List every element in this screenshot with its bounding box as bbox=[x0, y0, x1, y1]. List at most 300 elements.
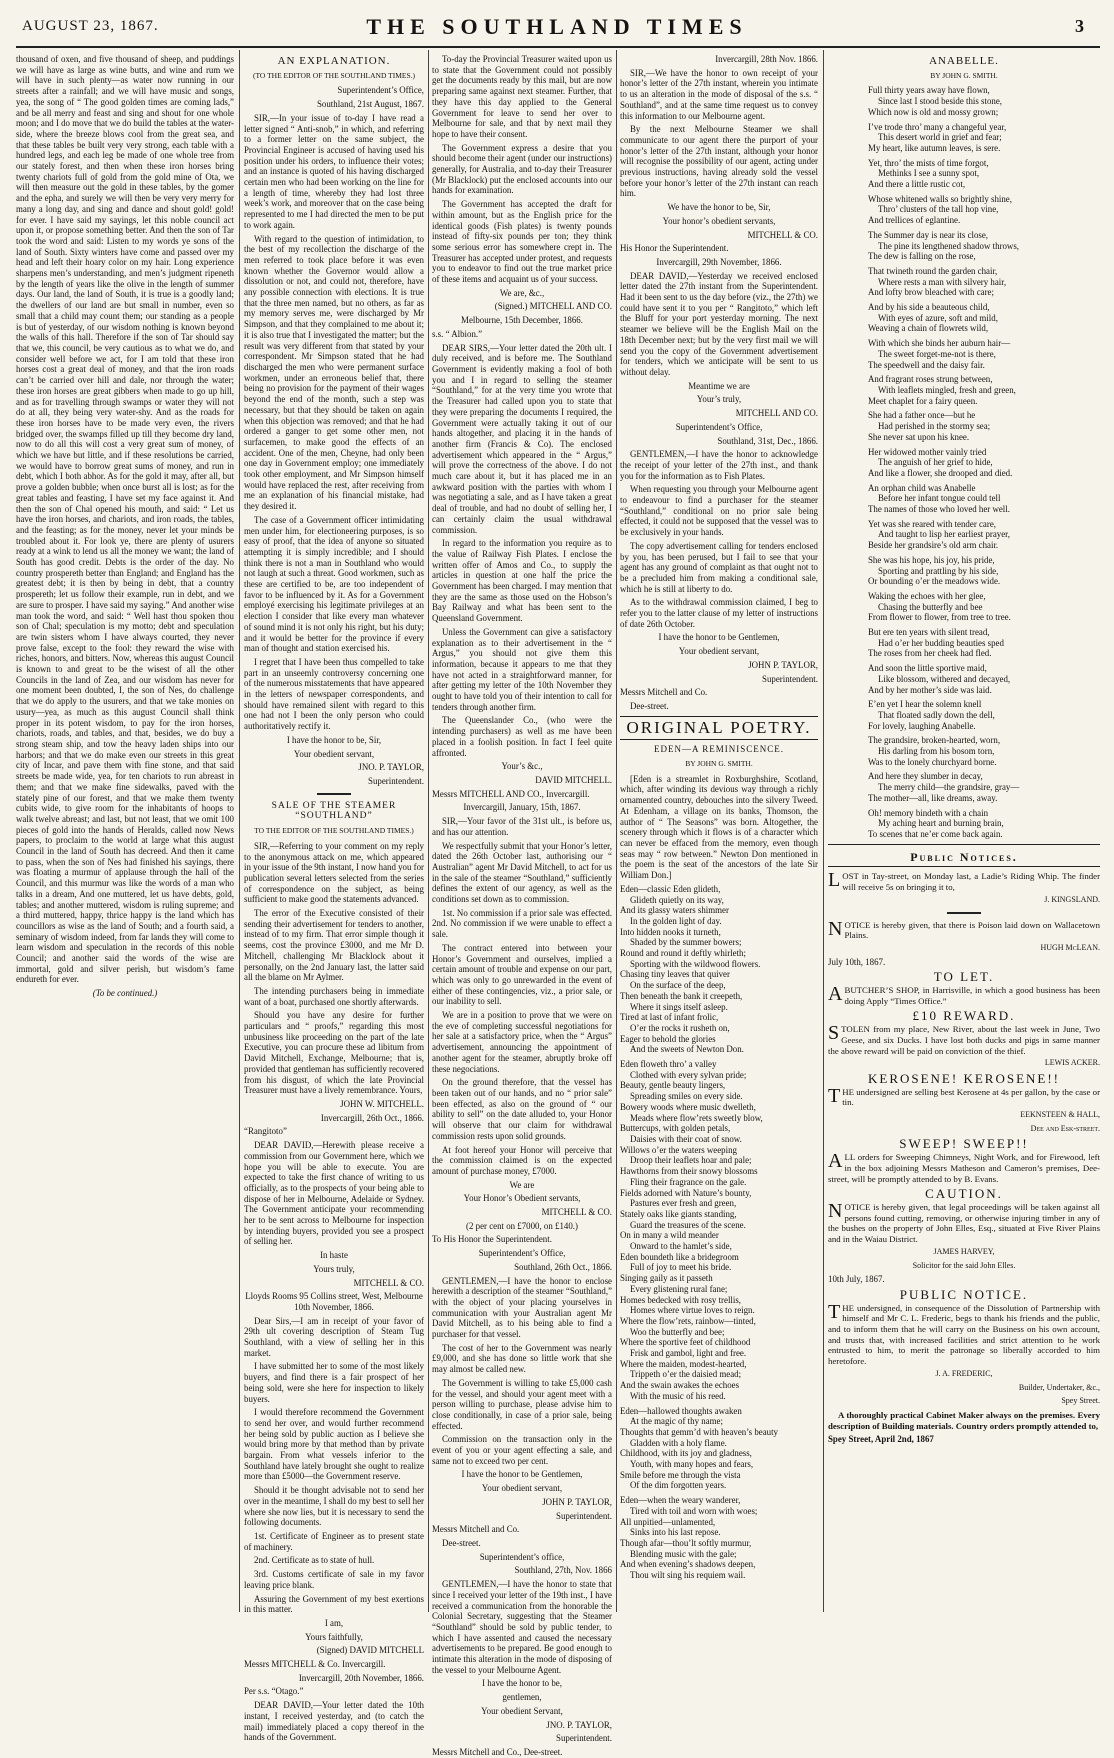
poem-stanza bbox=[868, 122, 1100, 154]
signature-title: Superintendent. bbox=[368, 776, 424, 786]
paragraph: I regret that I have been thus compelled to take part in an unseemly controversy concerning one of the numerous misstatements that have appeared in the letters of newspaper correspondents, and should have remained silent with regard to this one had not I been the only person who could authoritatively rectify it. bbox=[244, 656, 424, 732]
poem-line: My aching heart and burning brain, bbox=[878, 818, 1004, 829]
poem-line: Shaded by the summer bowers; bbox=[630, 937, 742, 948]
closing: Yours truly, bbox=[313, 1263, 355, 1274]
poem-author: BY JOHN G. SMITH. bbox=[685, 759, 753, 769]
addressee: Messrs MITCHELL & Co. Invercargill. bbox=[244, 1659, 386, 1670]
closing: We are, &c., bbox=[499, 287, 545, 298]
poem-note: [Eden is a streamlet in Roxburghshire, Scotland, which, after winding its devious way through a richly ornamented country, debouches into the silvery Tweed. At Edenham, a village on its banks, Thomson, the author of “ The Seasons” was born. Altogether, the scenery through which it flows is of a character which can never be effaced from the memory, even though seas may “ row between.” Newton Don mentioned in the poem is the seat of the ancestors of the late Sir William Don.] bbox=[620, 773, 818, 881]
paragraph: The error of the Executive consisted of their sending their advertisement for tenders to another, instead of to my firm. That error simple though it seems, cost the province £3000, and me Mr D. Mitchell, challenging Mr Blacklock about it personally, on the 2nd January last, the latter said all the blame on Mr Aylmer. bbox=[244, 908, 424, 983]
closing: Your obedient servant, bbox=[481, 1483, 563, 1494]
poem-line: Of the dim forgotten years. bbox=[630, 1480, 727, 1491]
poem-line: And the swain awakes the echoes bbox=[620, 1380, 740, 1391]
poem-line: The anguish of her grief to hide, bbox=[878, 457, 993, 468]
poem-line: Though afar—thou’lt softly murmur, bbox=[620, 1538, 752, 1548]
poem-line: At the magic of thy name; bbox=[630, 1416, 723, 1427]
closing: Your honor’s obedient servants, bbox=[662, 215, 776, 226]
poem-line: And like a flower, she drooped and died. bbox=[868, 467, 1013, 478]
poem-line: That twineth round the garden chair, bbox=[868, 265, 998, 276]
poem-line: Where it sings itself asleep. bbox=[630, 1001, 728, 1012]
poem-line: Homes bedecked with rosy trellis, bbox=[620, 1294, 742, 1305]
signature: (Signed) DAVID MITCHELL bbox=[316, 1645, 424, 1656]
poem-line: Beauty, gentle beauty lingers, bbox=[620, 1080, 726, 1091]
poem-line: Eager to behold the glories bbox=[620, 1033, 716, 1044]
poem-stanza bbox=[620, 1495, 818, 1581]
poem-line: Tired with toil and worn with woes; bbox=[630, 1505, 758, 1516]
poem-line: For lovely, laughing Anabelle. bbox=[868, 720, 976, 731]
poem-line: The names of those who loved her well. bbox=[868, 504, 1010, 515]
poem-line: Frisk and gambol, light and free. bbox=[630, 1348, 747, 1359]
poem-stanza bbox=[868, 338, 1100, 370]
poem-line: And soon the little sportive maid, bbox=[868, 663, 987, 674]
poem-line: And there a little rustic cot, bbox=[868, 179, 966, 190]
column-4 bbox=[620, 54, 818, 1609]
poem-line: And trellices of eglantine. bbox=[868, 215, 961, 226]
column-divider bbox=[428, 50, 429, 1612]
poem-line: Where the sportive feet of childhood bbox=[620, 1337, 751, 1348]
letter-date: Invercargill, 20th November, 1866. bbox=[298, 1672, 424, 1683]
letter-date: Lloyds Rooms 95 Collins street, West, Melbourne 10th November, 1866. bbox=[245, 1291, 423, 1312]
paragraph: As to the withdrawal commission claimed, I beg to refer you to the latter clause of my letter of instructions of date 26th October. bbox=[620, 597, 818, 629]
serial-story-text: thousand of oxen, and five thousand of sheep, and puddings we will have as large as wine butts, and wine and rum we will have in such plenty—as water now running in our streets after a rainfall; and we will have music and songs, yea, the song of “ The good golden times are coming lads,” and be all merry and feast and sing and shout for one whole moon; and I do move that we do build the tables at the water-side, where the breeze blows cool from the great sea, and that these tables be built very very strong, each table with a hundred legs, and each leg be made of one whole tree from our stately forest, and then when these iron horses bring twenty chariots full of gold from the gold mine of Ota, we will then measure out the gold in these tables, by the gomer and the epha, and surely we will then be very very merry for many a long day, and sing and dance and shout gold! gold! for ever. I have said my sayings, let this noble council act upon it, or propose something better. And then the son of Tar took the word and said: Listen to my words ye sons of the land of South. Sixty winters have come and passed over my head and left their hoary color on my hair. Long experience sharpens men’s understanding, and men’s judgment ripeneth by the length of years like the olive in the length of summer days. Our land, the land of South, it is true is a goodly land; the dwellers of our land are but small in number, even so small that a child may count them; our standing as a people is but of yesterday, of our wisdom nothing is known beyond the walls of this hall. Therefore if the son of Tar should say that we, this council, be very cautious as to what we do, and consider well before we act, for I am told that these iron horses cost a great deal of money, and that the iron roads can’t be carried over hill and dale, nor through the water; these iron horses are great gibbers when made to go up hill, and as for travelling through swamps or water they will not do at all, they being very water-shy. And as the roads for these iron horses have to be made very even, the rivers bridged over, the swamps filled up till they become dry land, now to do all this will cost a very great sum of money, of which we have but little, and if these resolutions be carried, we would have to borrow great sums of money, and run in debt, which I both abhor. As for the gold it may, after all, but prove a golden bubble; when once burst all is lost; as for the great tables and feasting, I have set my face against it. And then the son of Chal opened his mouth, and said: “ Let us have the iron horses, and chariots, and iron roads, the tables, and the feasting; as for the money, never let your minds be troubled about it. For look ye, there are plenty of usurers ready at a wink to lend us all the money we want; the land of South has good credit. Debts is the order of the day. No country prospereth better than England; and England has the greatest debt; it is then by being in debt, that a country prospereth; let us follow their example, run in debt, and we are sure to prosper. I have said my saying.” And another wise man took the word, and said: “ Well hast thou spoken thou son of Chal; speculation is my motto; debt and speculation are twin sisters whom I have always courted, they never prove false, except to the fool: they reward the wise with riches, honors, and bitters. Now, whereas this august Council is known to and great to be the wisest of all the other Councils in the land of Zea, and our wisdom has never for one moment been doubted, I, the son of Nes, do challenge that we do apply to the usurers, and that we take monies on usury—yea, as much as this august Council shall think proper in its potent wisdom, to pay for the iron horses, chariots, roads, and tables, and that, besides, we do buy a strong steam ship, and tow the heavy laden ships into our harbors; and that we do make even our streets in this great city of Incar, and pave them with fine stone, and that said streets be made wide, yea, for ten chariots to run abreast in them; and that we make fine sidewalks, paved with the stately pine of our forest, and that we make them twenty cubits wide, to give room for the inhabitants of hoops to walk twelve abreast; and last, but not least, that we omit 100 pieces of gold into the hands of Heralds, called now News papers, to proclaim to the world at large what this august Council in the land of South has decreed. And then it came to pass, when the son of Nes had finished his sayings, there was floating a murmur of applause through the hall of the Council, and this murmur was like the words of a man who talks in a dream, And one muttered, let us have debts, gold, tables; and another muttered, wisdom is ruling supreme; and a third muttered, happy, thrice happy is the land which has councillors as wise as the land of South; and a fourth said, a seminary of wisdom indeed, from far lands they will come to learn wisdom and speculation in the records of this noble Council; and another said the words of the wise are immortal, gold and silver perish, but wisdom’s fame endureth for ever. bbox=[16, 54, 234, 985]
paragraph: The Government has accepted the draft for within amount, but as the English price for the identical goods (Fish plates) is twenty pounds instead of fifty-six pounds per ton; they think some serious error has somewhere crept in. The Treasurer has accepted under protest, and requests you to endeavor to find out the true market price of these items and acquaint us of your success. bbox=[432, 199, 612, 285]
poem-line: Her widowed mother vainly tried bbox=[868, 446, 987, 457]
poem-stanza bbox=[868, 591, 1100, 623]
office-line: Superintendent’s office, bbox=[479, 1551, 565, 1562]
poem-line: The merry child—the grandsire, gray— bbox=[878, 782, 1020, 793]
poem-line: And by his side a beauteous child, bbox=[868, 302, 990, 313]
to-editor-line: TO THE EDITOR OF THE SOUTHLAND TIMES.) bbox=[254, 826, 414, 836]
poem-stanza bbox=[620, 1059, 818, 1402]
paragraph: Unless the Government can give a satisfactory explanation as to their advertisement in the “ Argus,” you should not give them this information, because it appears to me that they have not acted in a straightforward manner, for after getting my letter of the 10th November they ought to have told you of their intention to call for tenders through another firm. bbox=[432, 626, 612, 712]
poem-line: The speedwell and the daisy fair. bbox=[868, 359, 985, 370]
addressee: Messrs Mitchell and Co., Dee-street. bbox=[432, 1746, 563, 1757]
notice-footer: A thoroughly practical Cabinet Maker always on the premises. Every description of Building materials. Country orders promptly attended to, bbox=[828, 1409, 1100, 1431]
letter-date: Invercargill, 29th November, 1866. bbox=[656, 256, 782, 267]
signature-title: Superintendent. bbox=[762, 673, 818, 684]
poem-line: Thoughts that gemm’d with heaven’s beauty bbox=[620, 1426, 778, 1437]
closing: Yours faithfully, bbox=[305, 1631, 363, 1642]
signature: DAVID MITCHELL. bbox=[535, 775, 612, 785]
paragraph: At foot hereof your Honor will perceive that the commission claimed is on the expected amount of purchase money, £7000. bbox=[432, 1144, 612, 1176]
signature-title: Superintendent. bbox=[556, 1733, 612, 1744]
closing: I have the honor to be Gentlemen, bbox=[461, 1469, 583, 1480]
issue-date: AUGUST 23, 1867. bbox=[22, 18, 159, 34]
poem-line: Sporting with the wildwood flowers. bbox=[630, 958, 761, 969]
poem-body bbox=[620, 884, 818, 1581]
paragraph: The Government express a desire that you should become their agent (under our instructions) generally, for Australia, and to-day their Treasurer (Mr Blacklock) put the enclosed accounts into our hands for examination. bbox=[432, 142, 612, 196]
poem-line: Was to the lonely churchyard borne. bbox=[868, 756, 997, 767]
addressee: Dee-street. bbox=[442, 1538, 481, 1548]
column-divider bbox=[239, 50, 240, 1612]
signature: JNO. P. TAYLOR, bbox=[546, 1719, 612, 1730]
paragraph: SIR,—Your favor of the 31st ult., is before us, and has our attention. bbox=[432, 816, 612, 837]
addressee: To His Honor the Superintendent. bbox=[432, 1234, 552, 1245]
poem-line: Gladden with a holy flame. bbox=[630, 1437, 727, 1448]
paragraph: The case of a Government officer intimidating men under him, for electioneering purposes, is so easy of proof, that the idea of anyone so situated attempting it is simply incredible; and I should think there is not a man in Southland who would not laugh at such a threat. Good workmen, such as these are certified to be, are too independent of favor to be influenced by it. As for a Government employé exercising his legitimate privileges at an election I consider that like every man whatever of sound mind it is not only his right, but his duty; and it would be better for the province if every man of thought and station exercised his. bbox=[244, 514, 424, 654]
poem-title: EDEN—A REMINISCENCE. bbox=[654, 744, 784, 755]
paragraph: The intending purchasers being in immediate want of a boat, purchased one shortly afterwards. bbox=[244, 985, 424, 1007]
closing: gentlemen, bbox=[502, 1692, 542, 1703]
poem-line: Glideth quietly on its way, bbox=[630, 894, 724, 905]
poem-line: Yet was she reared with tender care, bbox=[868, 518, 996, 529]
notice-kerosene: THE undersigned are selling best Kerosene at 4s per gallon, by the case or tin. bbox=[828, 1084, 1100, 1108]
poem-line: Then beneath the bank it creepeth, bbox=[620, 990, 743, 1001]
poem-line: O’er the rocks it rusheth on, bbox=[630, 1022, 730, 1033]
poem-line: E’en yet I hear the solemn knell bbox=[868, 699, 982, 710]
section-heading-box bbox=[828, 844, 1100, 868]
poem-line: Where the maiden, modest-hearted, bbox=[620, 1358, 747, 1369]
poem-line: Clothed with every sylvan pride; bbox=[630, 1069, 747, 1080]
poem-line: Youth, with many hopes and fears, bbox=[630, 1459, 754, 1470]
notice-heading: £10 REWARD. bbox=[912, 1008, 1016, 1024]
poem-line: Buttercups, with golden petals, bbox=[620, 1123, 731, 1134]
poem-line: Since last I stood beside this stone, bbox=[878, 96, 1002, 107]
poem-title: ANABELLE. bbox=[929, 55, 999, 67]
poem-line: Woo the butterfly and bee; bbox=[630, 1326, 725, 1337]
poem-line: In the golden light of day. bbox=[630, 915, 722, 926]
signature: MITCHELL & CO. bbox=[541, 1207, 612, 1218]
poem-line: Fling their fragrance on the gale. bbox=[630, 1176, 747, 1187]
poem-line: The roses from her cheek had fled. bbox=[868, 648, 992, 659]
signature: JOHN W. MITCHELL. bbox=[340, 1098, 424, 1109]
poem-stanza bbox=[868, 158, 1100, 190]
poem-line: Smile before me through the vista bbox=[620, 1469, 741, 1480]
closing: Your obedient servant, bbox=[293, 748, 375, 759]
poem-stanza bbox=[868, 627, 1100, 659]
poem-line: This desert world in grief and fear; bbox=[878, 132, 1002, 143]
section-divider bbox=[317, 793, 351, 795]
poem-line: Full thirty years away have flown, bbox=[868, 85, 990, 96]
poem-line: Which now is old and mossy grown; bbox=[868, 106, 999, 117]
notice-signature: EEKNSTEEN & HALL, bbox=[1020, 1110, 1100, 1120]
paragraph: DEAR DAVID,—Herewith please receive a commission from our Government here, which we hope you will be able to execute. You are expected to take the first chance of writing to us officially, as to the prospects of your being able to dispose of her in Melbourne, Adelaide or Sydney. The Government anticipate your recommending her to be sent across to Melbourne for inspection by intending buyers, provided you see a prospect of selling her. bbox=[244, 1140, 424, 1247]
notice-signature: LEWIS ACKER. bbox=[1044, 1058, 1100, 1068]
poem-line: Meet chaplet for a fairy queen. bbox=[868, 395, 978, 406]
notice-signature: J. A. FREDERIC, bbox=[935, 1368, 993, 1378]
notice-sweep: ALL orders for Sweeping Chimneys, Night Work, and for Firewood, left in the box adjoining Messrs Matheson and Cameron’s premises, Dee-street, will be promptly attended to by B. Evans. bbox=[828, 1150, 1100, 1184]
poem-line: Eden—when the weary wanderer, bbox=[620, 1495, 741, 1506]
column-1 bbox=[16, 54, 234, 1609]
signature-title: Superintendent. bbox=[556, 1510, 612, 1521]
masthead bbox=[0, 0, 1114, 58]
office-line: Superintendent’s Office, bbox=[337, 85, 424, 96]
poem-stanza bbox=[868, 735, 1100, 767]
poem-line: Like blossom, withered and decayed, bbox=[878, 673, 1011, 684]
closing: Your’s truly, bbox=[696, 394, 742, 405]
paragraph: When requesting you through your Melbourne agent to endeavour to find a purchaser for the steamer “Southland,” conditional on no prior sale being effected, it could not be supposed that the vessel was to be exclusively in your hands. bbox=[620, 484, 818, 538]
poem-line: Guard the treasures of the scene. bbox=[630, 1219, 746, 1230]
poem-stanza bbox=[868, 519, 1100, 551]
poem-line: Thro’ clusters of the tall hop vine, bbox=[878, 204, 999, 215]
poem-line: Had o’er her budding beauties sped bbox=[878, 637, 1004, 648]
notice-signature: HUGH McLEAN. bbox=[1040, 942, 1100, 952]
poem-line: With the music of his reed. bbox=[630, 1390, 726, 1401]
poem-line: The mother—all, like dreams, away. bbox=[868, 792, 998, 803]
poem-line: She was his hope, his joy, his pride, bbox=[868, 554, 995, 565]
notice-address: Dee and Esk-street. bbox=[1030, 1123, 1100, 1133]
poem-line: Eden boundeth like a bridegroom bbox=[620, 1251, 739, 1262]
poem-line: And lofty brow bleached with care; bbox=[868, 287, 994, 298]
poem-line: The dew is falling on the rose, bbox=[868, 251, 976, 262]
poem-line: With leaflets mingled, fresh and green, bbox=[878, 384, 1016, 395]
office-date: Southland, 31st, Dec., 1866. bbox=[717, 435, 818, 446]
notice-heading: KEROSENE! KEROSENE!! bbox=[867, 1070, 1060, 1086]
section-heading-box bbox=[620, 716, 818, 741]
poem-line: Pastures ever fresh and green, bbox=[630, 1198, 737, 1209]
closing: I have the honor to be, Sir, bbox=[286, 734, 382, 745]
paragraph: The copy advertisement calling for tenders enclosed by you, has been perused, but I fail to see that your agent has any ground of complaint as that ought not to be a precluded him from making a conditional sale, which he is still at liberty to do. bbox=[620, 540, 818, 594]
signature: JOHN P. TAYLOR, bbox=[748, 659, 818, 670]
closing: I have the honor to be Gentlemen, bbox=[658, 632, 780, 643]
addressee: Messrs Mitchell and Co. bbox=[432, 1524, 520, 1535]
ship-name: s.s. “ Albion.” bbox=[432, 328, 483, 339]
poem-line: Sporting and prattling by his side, bbox=[878, 565, 999, 576]
poem-line: Willows o’er the waters weeping bbox=[620, 1144, 737, 1155]
newspaper-title: THE SOUTHLAND TIMES bbox=[366, 14, 748, 39]
signature: (Signed.) MITCHELL AND CO. bbox=[494, 301, 612, 312]
poem-line: Tired at last of infant frolic, bbox=[620, 1012, 719, 1023]
notice-signature: JAMES HARVEY, bbox=[933, 1246, 995, 1256]
addressee: Messrs MITCHELL AND CO., Invercargill. bbox=[432, 788, 590, 799]
notice-signature-title: Solicitor for the said John Elles. bbox=[912, 1260, 1016, 1270]
section-heading: Public Notices. bbox=[910, 849, 1018, 864]
poem-line: From flower to flower, from tree to tree. bbox=[868, 612, 1011, 623]
poem-line: And here they slumber in decay, bbox=[868, 771, 983, 782]
poem-body bbox=[828, 85, 1100, 839]
paragraph: SIR,—We have the honor to own receipt of your honor’s letter of the 27th instant, wherein you intimate to us an alteration in the mode of disposal of the s.s. “ Southland”, and at the same time request us to convey this information to our Melbourne agent. bbox=[620, 67, 818, 121]
poem-line: The grandsire, broken-hearted, worn, bbox=[868, 735, 1001, 746]
paragraph: GENTLEMEN,—I have the honor to enclose herewith a description of the steamer “Southland,” with the object of your placing yourselves in communication with your Australian agent Mr David Mitchell, as to his being able to find a purchaser for that vessel. bbox=[432, 1275, 612, 1340]
signature: MITCHELL & CO. bbox=[353, 1277, 424, 1288]
paragraph: The Queenslander Co., (who were the intending purchasers) as well as me have been placed in a foolish position. In fact I feel quite affronted. bbox=[432, 715, 612, 758]
paragraph: DEAR DAVID,—Yesterday we received enclosed letter dated the 27th instant from the Superintendent. Had it been sent to us the day before (viz., the 27th) we could have sent it to you per “ Rangitoto,” which left the Bluff for your port yesterday morning. The next steamer we believe will be the English Mail on the 18th December next; but by the very first mail we will send you the copy of the Government advertisement for tenders, which we anticipate will be sent to us without delay. bbox=[620, 270, 818, 377]
signature: MITCHELL AND CO. bbox=[735, 408, 818, 419]
notice-signature-title: Builder, Undertaker, &c., bbox=[1018, 1382, 1100, 1392]
poem-stanza bbox=[868, 194, 1100, 226]
poem-stanza bbox=[868, 85, 1100, 117]
poem-stanza bbox=[868, 447, 1100, 479]
poem-line: And the sweets of Newton Don. bbox=[630, 1044, 744, 1055]
poem-line: Where rests a man with silvery hair, bbox=[878, 276, 1007, 287]
poem-stanza bbox=[868, 483, 1100, 515]
poem-line: Round and round it deftly whirleth; bbox=[620, 948, 746, 959]
addressee: His Honor the Superintendent. bbox=[620, 243, 729, 254]
poem-line: Methinks I see a sunny spot, bbox=[878, 168, 980, 179]
poem-stanza bbox=[868, 410, 1100, 442]
poem-line: And when evening’s shadows deepen, bbox=[620, 1559, 756, 1570]
notice-poison: NOTICE is hereby given, that there is Poison laid down on Wallacetown Plains. bbox=[828, 917, 1100, 941]
office-line: Superintendent’s Office, bbox=[478, 1248, 566, 1259]
paragraph: Dear Sirs,—I am in receipt of your favor of 29th ult covering description of Steam Tug Southland, with a view of selling her in this market. bbox=[244, 1315, 424, 1358]
notice-heading: CAUTION. bbox=[925, 1186, 1003, 1202]
poem-line: Whose whitened walls so brightly shine, bbox=[868, 193, 1012, 204]
paragraph: To-day the Provincial Treasurer waited upon us to state that the Government could not possibly get the documents ready by this mail, but are now preparing same against next steamer. Further, that they have this day applied to the General Government for leave to send her over to Melbourne for sale, and that by next mail they hope to have their consent. bbox=[432, 54, 612, 139]
article-title: SALE OF THE STEAMER “SOUTHLAND” bbox=[271, 800, 397, 822]
closing: Your obedient servant, bbox=[678, 646, 760, 657]
notice-reward: STOLEN from my place, New River, about the last week in June, Two Geese, and six Ducks. I have lost both ducks and pigs in same manner the above reward will be paid on conviction of the thief. bbox=[828, 1022, 1100, 1056]
poem-stanza bbox=[868, 699, 1100, 731]
poem-line: Onward to the hamlet’s side, bbox=[630, 1241, 732, 1252]
paragraph: Should you have any desire for further particulars and “ proofs,” regarding this most unbusiness like proceeding on the part of the late Executive, you can procure these ad libitum from David Mitchell, Exchange, Melbourne; that is, provided that gentleman has sufficiently recovered from his disgust, of which the late Provincial Treasurer must have a lively remembrance. Yours, bbox=[244, 1010, 424, 1096]
poem-line: The sweet forget-me-not is there, bbox=[878, 348, 996, 359]
paragraph: 3rd. Customs certificate of sale in my favor leaving price blank. bbox=[244, 1569, 424, 1590]
poem-line: All unpitied—unlamented, bbox=[620, 1516, 716, 1527]
paragraph: I would therefore recommend the Government to send her over, and would further recommend her being sold by public auction as I believe she would bring more by that method than by private bargain. From what vessels inferior to the Southland have lately brought she ought to realize more than £5000—the Government reserve. bbox=[244, 1407, 424, 1482]
notice-heading: SWEEP! SWEEP!! bbox=[899, 1136, 1029, 1152]
poem-line: Eden floweth thro’ a valley bbox=[620, 1059, 717, 1070]
notice-heading: PUBLIC NOTICE. bbox=[899, 1286, 1029, 1302]
poem-line: Homes where virtue loves to reign. bbox=[630, 1305, 755, 1316]
poem-line: Eden—hallowed thoughts awaken bbox=[620, 1405, 742, 1416]
closing: Your obedient Servant, bbox=[481, 1705, 563, 1716]
office-date: Southland, 26th Oct., 1866. bbox=[514, 1261, 612, 1272]
poem-line: And its glassy waters shimmer bbox=[620, 905, 729, 916]
poem-line: Spreading smiles on every side. bbox=[630, 1091, 743, 1102]
poem-stanza bbox=[620, 884, 818, 1055]
paragraph: Should it be thought advisable not to send her over in the meantime, I shall do my best to sell her where she now lies, but it is necessary to send the following documents. bbox=[244, 1485, 424, 1528]
letter-date: Invercargill, January, 15th, 1867. bbox=[463, 802, 581, 813]
notice-date: 10th July, 1867. bbox=[828, 1274, 885, 1285]
to-be-continued: (To be continued.) bbox=[92, 988, 158, 999]
addressee: Dee-street. bbox=[630, 700, 669, 711]
to-editor-line: (TO THE EDITOR OF THE SOUTHLAND TIMES.) bbox=[252, 70, 415, 80]
paragraph: SIR,—In your issue of to-day I have read a letter signed “ Anti-snob,” in which, and referring to a former letter on the same subject, the Provincial Engineer is accused of having used his position under his orders, to influence their votes; and an instance is quoted of his having discharged certain men who had been working on the line for a length of time, whereby they had lost three week’s work, and moreover that on the case being represented to me I had directed the men to be put to work again. bbox=[244, 112, 424, 230]
poem-line: On the surface of the deep, bbox=[630, 980, 726, 991]
poem-line: Sinks into his last repose. bbox=[630, 1527, 721, 1538]
poem-line: She never sat upon his knee. bbox=[868, 431, 970, 442]
poem-line: Weaving a chain of flowrets wild, bbox=[868, 323, 989, 334]
notice-lost-whip: LOST in Tay-street, on Monday last, a Ladie’s Riding Whip. The finder will receive 5s on bringing it to, bbox=[828, 869, 1100, 893]
poem-line: Hawthorns from their snowy blossoms bbox=[620, 1166, 758, 1177]
paragraph: DEAR SIRS,—Your letter dated the 20th ult. I duly received, and is before me. The Southland Government is evidently making a fool of both you and I in regard to selling the steamer “Southland,” for at the very time you wrote that the Treasurer had called upon you to state that they were preparing the documents I required, the Government were actually taking it out of our hands altogether, and placing it in the hands of another firm (Francis & Co). The enclosed advertisement which appeared in the “ Argus,” will prove the correctness of the above. I do not much care about it, but it has placed me in an awkward position with the parties with whom I was negotiating a sale, and as I have taken a great deal of trouble, and had no doubt of selling her, I can certainly claim the usual withdrawal commission. bbox=[432, 342, 612, 535]
article-title: AN EXPLANATION. bbox=[277, 55, 391, 67]
poem-line: Full of joy to meet his bride. bbox=[630, 1262, 732, 1273]
poem-stanza bbox=[868, 771, 1100, 803]
poem-line: Every glistening rural fane; bbox=[630, 1283, 728, 1294]
closing: We are bbox=[509, 1179, 535, 1190]
paragraph: 1st. Certificate of Engineer as to present state of machinery. bbox=[244, 1531, 424, 1552]
signature: MITCHELL & CO. bbox=[747, 229, 818, 240]
paragraph: I have submitted her to some of the most likely buyers, and find there is a fair prospect of her being sold, were she here for inspection to likely buyers. bbox=[244, 1361, 424, 1404]
closing: I have the honor to be, bbox=[482, 1678, 562, 1689]
page-number: 3 bbox=[1075, 16, 1084, 36]
poem-line: An orphan child was Anabelle bbox=[868, 482, 976, 493]
notice-heading: TO LET. bbox=[933, 969, 995, 985]
poem-line: Fields adorned with Nature’s bounty, bbox=[620, 1187, 752, 1198]
paragraph: The Government is willing to take £5,000 cash for the vessel, and should your agent meet with a person willing to purchase, please advise him to close conditionally, in case of a prior sale, being effected. bbox=[432, 1377, 612, 1431]
poem-line: She had a father once—but he bbox=[868, 410, 976, 421]
closing: I am, bbox=[324, 1617, 344, 1628]
poem-stanza bbox=[868, 555, 1100, 587]
poem-line: Chasing tiny leaves that quiver bbox=[620, 969, 730, 980]
poem-line: Yet, thro’ the mists of time forgot, bbox=[868, 157, 989, 168]
poem-line: Or bounding o’er the meadows wide. bbox=[868, 576, 1001, 587]
ship-name: “Rangitoto” bbox=[244, 1126, 287, 1137]
notice-caution: NOTICE is hereby given, that legal proceedings will be taken against all persons found cutting, removing, or otherwise injuring timber in any of the bushes on the property of John Elles, Esq., situated at Five River Plains and in the Waiau District. bbox=[828, 1199, 1100, 1245]
poem-line: Oh! memory bindeth with a chain bbox=[868, 807, 989, 818]
notice-to-let: ABUTCHER’S SHOP, in Harrisville, in which a good business has been doing Apply “Times Office.” bbox=[828, 983, 1100, 1006]
notice-date: Spey Street, April 2nd, 1867 bbox=[828, 1434, 934, 1445]
column-2 bbox=[244, 54, 424, 1743]
notice-divider bbox=[947, 912, 981, 914]
paragraph: In regard to the information you require as to the value of Railway Fish Plates. I enclose the written offer of Amos and Co., to supply the articles in question at one half the price the Government has been charged. I may mention that they are the same as those used on the Hobson’s Bay Railway and what has been sent to the Queensland Government. bbox=[432, 538, 612, 624]
poem-line: With which she binds her auburn hair— bbox=[868, 338, 1011, 349]
poem-stanza bbox=[868, 230, 1100, 262]
poem-line: Trippeth o’er the daisied mead; bbox=[630, 1369, 742, 1380]
poem-line: Childhood, with its joy and gladness, bbox=[620, 1448, 752, 1459]
paragraph: Commission on the transaction only in the event of you or your agent effecting a sale, and same not to exceed two per cent. bbox=[432, 1434, 612, 1466]
poem-line: Meads where flow’rets sweetly blow, bbox=[630, 1112, 763, 1123]
poem-line: The Summer day is near its close, bbox=[868, 229, 989, 240]
poem-line: With eyes of azure, soft and mild, bbox=[878, 312, 998, 323]
poem-stanza bbox=[868, 266, 1100, 298]
poem-author: BY JOHN G. SMITH. bbox=[930, 70, 998, 80]
poem-stanza bbox=[620, 1406, 818, 1492]
column-divider bbox=[823, 50, 824, 1612]
paragraph: With regard to the question of intimidation, to the best of my recollection the discharge of the men referred to took place before it was even known whether the Governor would allow a dissolution or not, and could not, therefore, have any possible connection with elections. It is true that the three men named, but no others, as far as my memory serves me, were discharged by Mr Simpson, and that they complained to me about it; it is also true that I investigated the matter; but the result was very different from that stated by your correspondent. Mr Simpson stated that he had discharged the men who were permanent surface workmen, under an erroneous belief that, there being no provision for the payment of their wages beyond the end of the month, such a step was necessary, but that they should be taken on again when this objection was removed; and that he had ordered a ganger to get some other men, not surfacemen, to make good the effects of an accident. One of the men, Cheyne, had only been one day in Government employ; one immediately took other employment, and Mr Simpson himself would have replaced the rest, after receiving from me an explanation of his financial mistake, had they desired it. bbox=[244, 233, 424, 512]
closing: Your Honor’s Obedient servants, bbox=[463, 1193, 581, 1204]
column-divider bbox=[616, 50, 617, 1612]
paragraph: 1st. No commission if a prior sale was effected. 2nd. No commission if we were unable to effect a sale. bbox=[432, 907, 612, 940]
poem-line: Bowery woods where music dwelleth, bbox=[620, 1101, 756, 1112]
masthead-rule bbox=[16, 46, 1100, 48]
paragraph: The contract entered into between your Honor’s Government and ourselves, implied a certain amount of trouble and expense on our part, which was only to go unrewarded in the event of either of these contingencies, viz., a prior sale, or our inability to sell. bbox=[432, 942, 612, 1007]
poem-line: Thou wilt sing his requiem wail. bbox=[630, 1570, 746, 1581]
closing: Your’s &c., bbox=[501, 761, 543, 772]
poem-line: Singing gaily as it passeth bbox=[620, 1273, 713, 1284]
poem-line: And taught to lisp her earliest prayer, bbox=[878, 529, 1010, 540]
section-heading: ORIGINAL POETRY. bbox=[626, 717, 812, 737]
notice-signature: J. KINGSLAND. bbox=[1044, 894, 1100, 904]
paragraph: DEAR DAVID,—Your letter dated the 10th instant, I received yesterday, and (to catch the mail) immediately placed a copy thereof in the hands of the Government. bbox=[244, 1700, 424, 1743]
notice-address: Spey Street. bbox=[1061, 1396, 1100, 1406]
paragraph: On the ground therefore, that the vessel has been taken out of our hands, and no “ prior sale” been effected, as also on the ground of “ our ability to sell” on the date alluded to, your Honor will observe that our claim for withdrawal commission rests upon solid grounds. bbox=[432, 1077, 612, 1141]
paragraph: GENTLEMEN,—I have the honor to state that since I received your letter of the 19th inst., I have received a communication from the honorable the Colonial Secretary, suggesting that the Steamer “Southland” should be sold by public tender, to which I have assented and caused the necessary advertisements to be prepared. Be good enough to intimate this alteration in the mode of disposing of the vessel to your Melbourne Agent. bbox=[432, 1579, 612, 1675]
poem-line: And fragrant roses strung between, bbox=[868, 374, 993, 385]
poem-line: Beside her grandsire’s old arm chair. bbox=[868, 540, 999, 551]
poem-line: Daisies with their coat of snow. bbox=[630, 1133, 742, 1144]
signature: JNO. P. TAYLOR, bbox=[358, 762, 424, 773]
ship-name: Per s.s. “Otago.” bbox=[244, 1686, 304, 1697]
poem-line: Blending music with the gale; bbox=[630, 1548, 737, 1559]
poem-line: But ere ten years with silent tread, bbox=[868, 627, 990, 638]
poem-line: Waking the echoes with her glee, bbox=[868, 590, 986, 601]
poem-line: Eden—classic Eden glideth, bbox=[620, 883, 721, 894]
paragraph: GENTLEMEN,—I have the honor to acknowledge the receipt of your letter of the 27th inst., and thank you for the information as to Fish Plates. bbox=[620, 449, 818, 481]
poem-line: Before her infant tongue could tell bbox=[878, 493, 1001, 504]
signature: JOHN P. TAYLOR, bbox=[542, 1496, 612, 1507]
poem-stanza bbox=[868, 663, 1100, 695]
paragraph: We respectfully submit that your Honor’s letter, dated the 26th October last, authorising our “ Australian” agent Mr David Mitchell, to act for us in the sale of the steamer “Southland,” sufficiently defines the extent of our agency, as well as the conditions set down as to commission. bbox=[432, 840, 612, 905]
paragraph: We are in a position to prove that we were on the eve of completing successful negotiations for her sale at a satisfactory price, when the “ Argus” advertisement, announcing the appointment of another agent for the steamer, abruptly broke off these negociations. bbox=[432, 1010, 612, 1074]
letter-date: Invercargill, 28th Nov. 1866. bbox=[715, 54, 818, 64]
poem-line: To scenes that ne’er come back again. bbox=[868, 829, 1003, 839]
addressee: Messrs Mitchell and Co. bbox=[620, 687, 708, 698]
poem-stanza bbox=[868, 302, 1100, 334]
paragraph: Assuring the Government of my best exertions in this matter. bbox=[244, 1593, 424, 1615]
paragraph: The cost of her to the Government was nearly £9,000, and she has done so little work that she may almost be called new. bbox=[432, 1342, 612, 1375]
notice-date: July 10th, 1867. bbox=[828, 956, 886, 967]
poem-line: That floated sadly down the dell, bbox=[878, 709, 995, 720]
poem-line: Into hidden nooks it turneth, bbox=[620, 926, 721, 937]
closing: Meantime we are bbox=[688, 380, 750, 391]
poem-stanza bbox=[868, 374, 1100, 406]
office-line: Superintendent’s Office, bbox=[675, 421, 763, 432]
poem-line: Where the flow’rets, rainbow—tinted, bbox=[620, 1315, 756, 1326]
closing: In haste bbox=[320, 1250, 348, 1261]
poem-line: My heart, like autumn leaves, is sere. bbox=[868, 142, 1001, 153]
